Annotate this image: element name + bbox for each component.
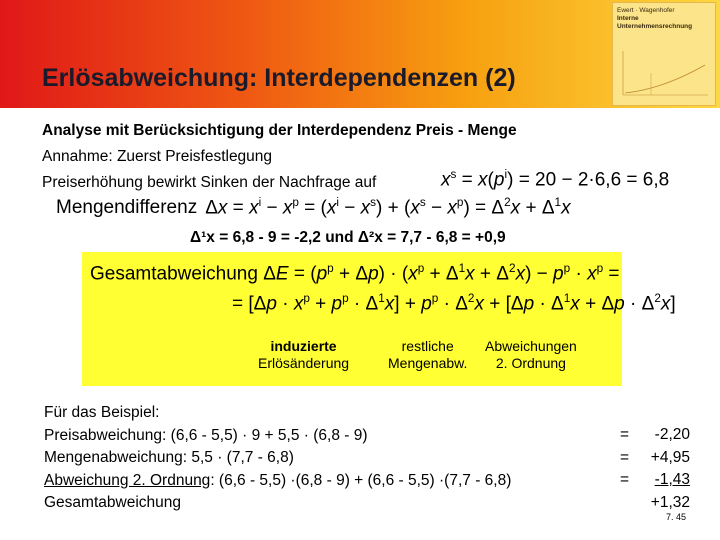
mengendifferenz-formula: Mengendifferenz $\Delta x = x^i - x^p = (x^i - x^s) + (x^s - x^p) = \Delta^2x + \Delta^1x$ [56,196,571,219]
intro-line-3: Preiserhöhung bewirkt Sinken der Nachfrage auf [42,174,377,191]
page-number: 7. 45 [666,512,687,522]
label-rest-l1: restliche [401,338,454,354]
gesamt-label: Gesamtabweichung [90,263,258,285]
label-induced-l1: induzierte [270,338,337,354]
example-row-second-order [44,470,511,493]
label-rest-l2: Mengenabw. [388,355,468,371]
label-induced-l2: Erlösänderung [258,355,350,371]
label-second-order-l1: Abweichungen [485,338,577,354]
example-heading: Für das Beispiel: [44,404,160,421]
demand-result: = 20 − 2·6,6 = 6,8 [518,169,670,191]
book-title-2: Unternehmensrechnung [617,23,693,30]
example-block [44,402,511,515]
label-second-order-l2: 2. Ordnung [495,355,566,371]
example-row-second-order-formula: : (6,6 - 5,5) ·(6,8 - 9) + (6,6 - 5,5) ·(7,7 - 6,8) [210,471,512,489]
label-induced [258,338,349,372]
mengendifferenz-label: Mengendifferenz [56,197,198,219]
label-rest [388,338,467,372]
equals-sign: = [620,448,630,466]
result-total: +1,32 [650,493,690,511]
result-price: -2,20 [654,426,690,443]
demand-formula: $x^s = x(p^i) = 20 - 2\cdot 6,6 = 6,8$ [441,168,670,191]
intro-line-2: Annahme: Zuerst Preisfestlegung [42,148,273,165]
result-quantity: +4,95 [650,448,690,466]
equals-sign: = [620,471,630,488]
gesamt-formula-line2: = $[\Delta p \cdot x^p + p^p \cdot \Delta^1x] + p^p \cdot \Delta^2x + [\Delta p \cdot \Delta^1x + \Delta p \cdot \Delta^2x]$ [232,292,676,315]
example-row-price: Preisabweichung: (6,6 - 5,5) · 9 + 5,5 · (6,8 - 9) [44,426,368,444]
book-author: Ewert · Wagenhofer [617,7,675,14]
label-second-order [485,338,577,372]
book-cover-thumbnail [612,2,716,106]
result-second-order: -1,43 [654,471,690,488]
example-row-total: Gesamtabweichung [44,494,181,511]
slide-title: Erlösabweichung: Interdependenzen (2) [42,64,516,92]
book-title-1: Interne [617,15,639,22]
gesamt-formula-line1: Gesamtabweichung $\Delta E = (p^p + \Delta p) \cdot (x^p + \Delta^1x + \Delta^2x) - p^p \cdot x^p$ = [90,262,620,285]
example-row-quantity: Mengenabweichung: 5,5 · (7,7 - 6,8) [44,449,294,466]
intro-line-1: Analyse mit Berücksichtigung der Interdependenz Preis - Menge [42,122,517,139]
example-row-second-order-label: Abweichung 2. Ordnung [44,471,211,489]
delta-values: Δ¹x = 6,8 - 9 = -2,2 und Δ²x = 7,7 - 6,8 = +0,9 [190,229,506,246]
equals-sign: = [620,426,630,443]
results-column [620,424,690,514]
